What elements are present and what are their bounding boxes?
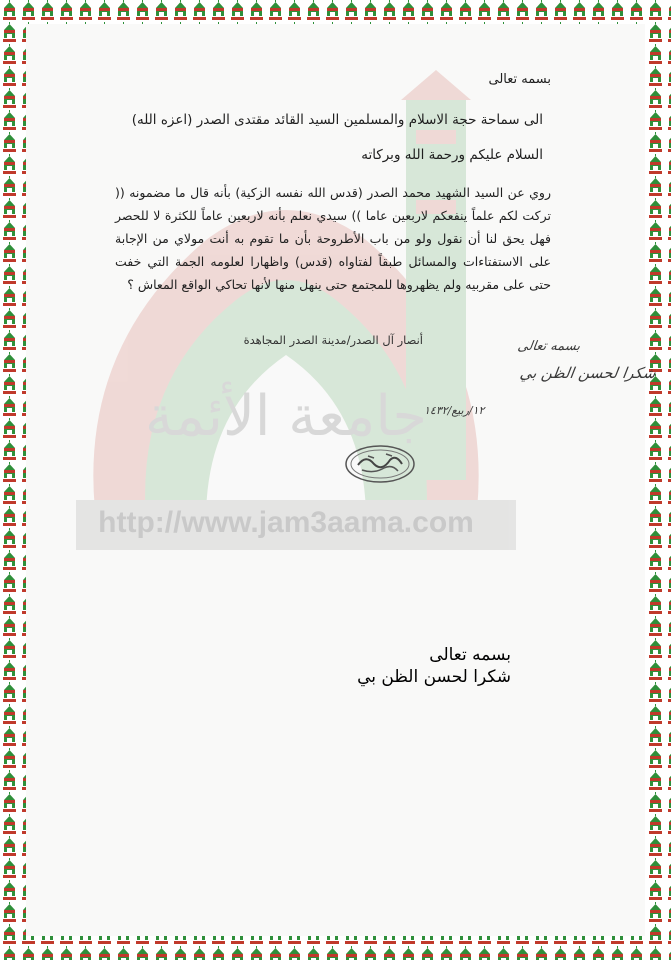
- handwritten-line-1: بسمه تعالى: [516, 339, 582, 354]
- handwritten-line-2: شكرا لحسن الظن بي: [518, 364, 657, 382]
- letter-body: روي عن السيد الشهيد محمد الصدر (قدس الله نفسه الزكية) بأنه قال ما مضمونه (( تركت لكم علماً ينفعكم لاربعين عاما )) سيدي نعلم بأنه لاربعين عاماً للكثرة لا للحصر فهل يحق لنا أن نقول ولو من باب الأطروحة بأن ما تقوم به أنت مولاي من الإجابة على الاستفتاءات والمسائل طبقاً لفتاواه (قدس) واظهارا لعلومه الجمة التي خفت حتى على مقربيه ولم يظهروها للمجتمع حتى ينهل منها لأنها تحاكي الواقع المعاش ؟: [115, 185, 551, 292]
- seal-stamp: [344, 444, 416, 484]
- handwritten-date-text: ١٢/ربيع/١٤٣٢: [424, 404, 485, 417]
- sender-signature-line: أنصار آل الصدر/مدينة الصدر المجاهدة: [243, 333, 423, 347]
- handwritten-date: [338, 398, 485, 422]
- typed-reply-line-2: شكرا لحسن الظن بي: [357, 667, 511, 687]
- typed-reply-line-1: بسمه تعالى: [429, 645, 511, 665]
- greeting-line: السلام عليكم ورحمة الله وبركاته: [361, 147, 543, 163]
- watermark-logo-text: جامعة الأئمة: [145, 384, 427, 449]
- watermark-url: http://www.jam3aama.com: [98, 506, 474, 539]
- recipient-line: الى سماحة حجة الاسلام والمسلمين السيد القائد مقتدى الصدر (اعزه الله): [131, 112, 543, 128]
- handwritten-reply: [330, 330, 657, 390]
- letter-heading: بسمه تعالى: [488, 72, 551, 87]
- typed-reply: [357, 644, 511, 688]
